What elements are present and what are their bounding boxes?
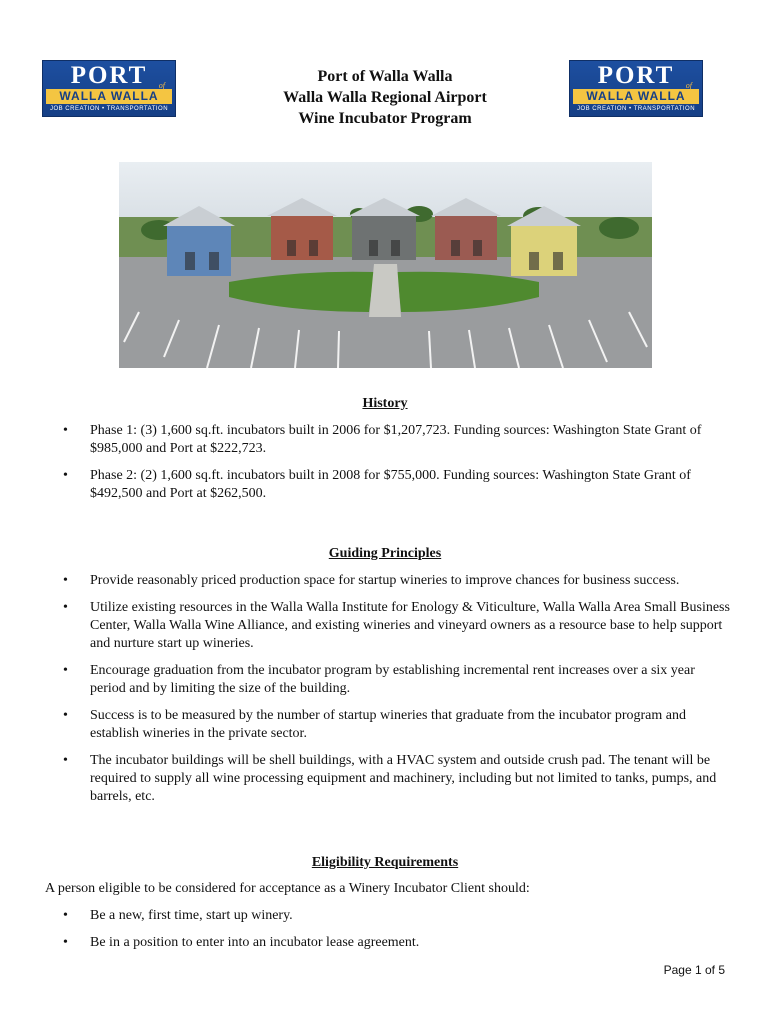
history-heading: History	[362, 396, 408, 411]
logo-walla-walla-text: WALLA WALLA	[573, 89, 699, 104]
logo-port-text: PORT	[597, 62, 675, 89]
list-item	[0, 599, 730, 653]
list-item	[0, 572, 730, 590]
bullet-icon: •	[63, 468, 68, 483]
principle-item-2: Utilize existing resources in the Walla Walla Institute for Enology & Viticulture, Walla Walla Area Small Business Center, Walla Walla Wine Alliance, and existing wineries and vineyard owners as a resource base to help support and nurture start up wineries.	[90, 600, 730, 651]
bullet-icon: •	[63, 908, 68, 923]
list-item	[0, 934, 730, 952]
history-list	[0, 422, 770, 512]
principle-item-4: Success is to be measured by the number of startup wineries that graduate from the incubator program and establish wineries in the private sector.	[90, 708, 686, 741]
list-item	[0, 707, 730, 743]
list-item	[0, 422, 730, 458]
principle-item-1: Provide reasonably priced production space for startup wineries to improve chances for business success.	[90, 573, 680, 588]
principle-item-5: The incubator buildings will be shell buildings, with a HVAC system and outside crush pad. The tenant will be required to supply all wine processing equipment and machinery, including but not limited to tanks, pumps, and barrels, etc.	[90, 753, 717, 804]
bullet-icon: •	[63, 753, 68, 768]
eligibility-intro: A person eligible to be considered for acceptance as a Winery Incubator Client should:	[45, 881, 530, 896]
document-title	[185, 66, 585, 129]
logo-walla-walla-text: WALLA WALLA	[46, 89, 172, 104]
page-number: Page 1 of 5	[663, 963, 725, 977]
list-item	[0, 752, 730, 806]
title-line-2: Walla Walla Regional Airport	[283, 89, 487, 106]
list-item	[0, 467, 730, 503]
eligibility-item-2: Be in a position to enter into an incubator lease agreement.	[90, 935, 420, 950]
bullet-icon: •	[63, 935, 68, 950]
eligibility-heading: Eligibility Requirements	[311, 855, 459, 870]
title-line-3: Wine Incubator Program	[298, 110, 472, 127]
eligibility-item-1: Be a new, first time, start up winery.	[90, 908, 293, 923]
bullet-icon: •	[63, 573, 68, 588]
logo-of-text: of	[158, 81, 165, 90]
logo-tagline: JOB CREATION • TRANSPORTATION	[576, 106, 696, 112]
bullet-icon: •	[63, 423, 68, 438]
incubator-aerial-photo	[119, 162, 652, 368]
history-item-1: Phase 1: (3) 1,600 sq.ft. incubators built in 2006 for $1,207,723. Funding sources: Washington State Grant of $985,000 and Port at $222,723.	[90, 423, 702, 456]
principles-list	[0, 572, 770, 815]
list-item	[0, 662, 730, 698]
history-item-2: Phase 2: (2) 1,600 sq.ft. incubators built in 2008 for $755,000. Funding sources: Washington State Grant of $492,500 and Port at $262,500.	[90, 468, 691, 501]
title-line-1: Port of Walla Walla	[317, 68, 453, 85]
port-logo-right	[569, 60, 703, 117]
guiding-principles-heading: Guiding Principles	[328, 546, 442, 561]
port-logo-left	[42, 60, 176, 117]
bullet-icon: •	[63, 708, 68, 723]
list-item	[0, 907, 730, 925]
logo-tagline: JOB CREATION • TRANSPORTATION	[49, 106, 169, 112]
bullet-icon: •	[63, 663, 68, 678]
logo-of-text: of	[685, 81, 692, 90]
logo-port-text: PORT	[70, 62, 148, 89]
principle-item-3: Encourage graduation from the incubator program by establishing incremental rent increases over a six year period and by limiting the size of the building.	[90, 663, 695, 696]
eligibility-list	[0, 907, 770, 961]
bullet-icon: •	[63, 600, 68, 615]
